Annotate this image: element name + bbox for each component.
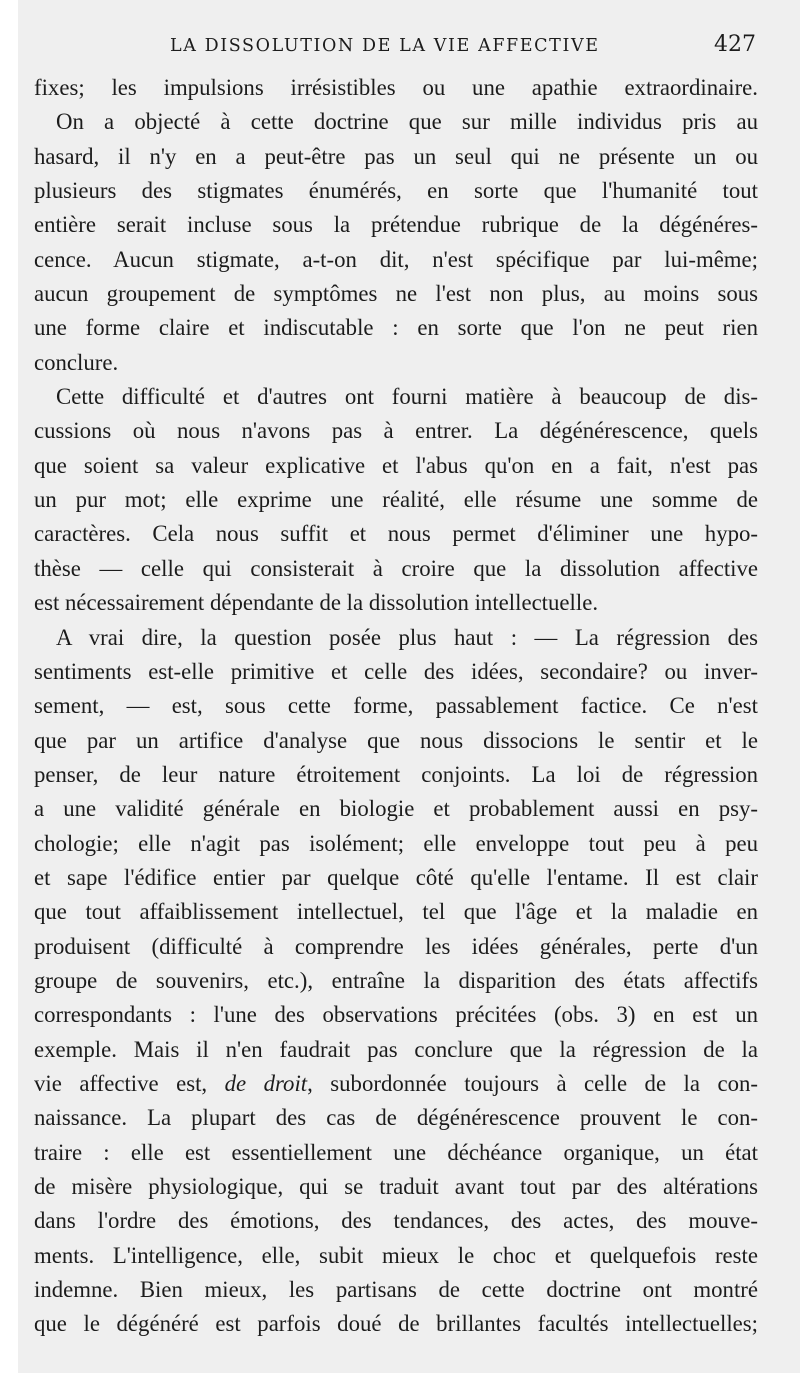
book-page [18,0,800,1373]
text-line: traire : elle est essentiellement une déchéance organique, un état [34,1139,758,1165]
text-line: de misère physiologique, qui se traduit avant tout par des altérations [34,1174,758,1199]
text-line: penser, de leur nature étroitement conjoints. La loi de régression [34,761,758,787]
text-line: que le dégénéré est parfois doué de brillantes facultés intellectuelles; [34,1311,758,1337]
text-line: cussions où nous n'avons pas à entrer. La dégénérescence, quels [34,418,758,444]
body-text [34,71,758,1342]
text-line: aucun groupement de symptômes ne l'est non plus, au moins sous [34,281,758,307]
text-line: Cette difficulté et d'autres ont fourni matière à beaucoup de dis- [56,384,758,410]
text-line: fixes; les impulsions irrésistibles ou une apathie extraordinaire. [34,75,758,100]
text-line: cence. Aucun stigmate, a-t-on dit, n'est spécifique par lui-même; [34,246,758,272]
running-title: LA DISSOLUTION DE LA VIE AFFECTIVE [170,36,600,56]
text-line: conclure. [34,349,119,375]
text-line: que par un artifice d'analyse que nous dissocions le sentir et le [34,727,758,753]
italic-term: de droit [224,1070,308,1096]
text-line: exemple. Mais il n'en faudrait pas conclure que la régression de la [34,1036,758,1062]
text-line: plusieurs des stigmates énumérés, en sorte que l'humanité tout [34,178,758,204]
text-line: On a objecté à cette doctrine que sur mille individus pris au [56,109,758,135]
text-line: naissance. La plupart des cas de dégénérescence prouvent le con- [34,1105,758,1131]
text-line: un pur mot; elle exprime une réalité, elle résume une somme de [34,487,758,513]
text-line: groupe de souvenirs, etc.), entraîne la disparition des états affectifs [34,967,758,993]
text-line: chologie; elle n'agit pas isolément; elle enveloppe tout peu à peu [34,830,758,856]
text-line: a une validité générale en biologie et probablement aussi en psy- [34,796,758,822]
text-line: indemne. Bien mieux, les partisans de cette doctrine ont montré [34,1277,758,1303]
text-line: correspondants : l'une des observations précitées (obs. 3) en est un [34,1002,758,1028]
text-line: sement, — est, sous cette forme, passablement factice. Ce n'est [34,693,758,719]
text-segment: , subordonnée toujours à celle de la con- [307,1070,758,1096]
text-line: est nécessairement dépendante de la dissolution intellectuelle. [34,590,599,616]
text-line: ments. L'intelligence, elle, subit mieux le choc et quelquefois reste [34,1242,758,1268]
text-segment: vie affective est, [34,1070,225,1096]
text-line: hasard, il n'y en a peut-être pas un seul qui ne présente un ou [34,143,758,169]
text-line: que soient sa valeur explicative et l'abus qu'on en a fait, n'est pas [34,452,758,478]
text-line: sentiments est-elle primitive et celle des idées, secondaire? ou inver- [34,658,758,684]
text-line: entière serait incluse sous la prétendue rubrique de la dégénéres- [34,212,758,238]
text-line: dans l'ordre des émotions, des tendances, des actes, des mouve- [34,1208,758,1234]
text-line: caractères. Cela nous suffit et nous permet d'éliminer une hypo- [34,521,758,547]
page-number: 427 [714,32,756,57]
text-line: produisent (difficulté à comprendre les idées générales, perte d'un [34,933,758,959]
text-line: une forme claire et indiscutable : en sorte que l'on ne peut rien [34,315,758,341]
text-line: et sape l'édifice entier par quelque côté qu'elle l'entame. Il est clair [34,864,758,890]
text-line [34,1067,758,1101]
text-line: que tout affaiblissement intellectuel, tel que l'âge et la maladie en [34,899,758,925]
page-header [18,32,800,62]
text-line: A vrai dire, la question posée plus haut : — La régression des [56,624,758,650]
text-line: thèse — celle qui consisterait à croire que la dissolution affective [34,555,758,581]
